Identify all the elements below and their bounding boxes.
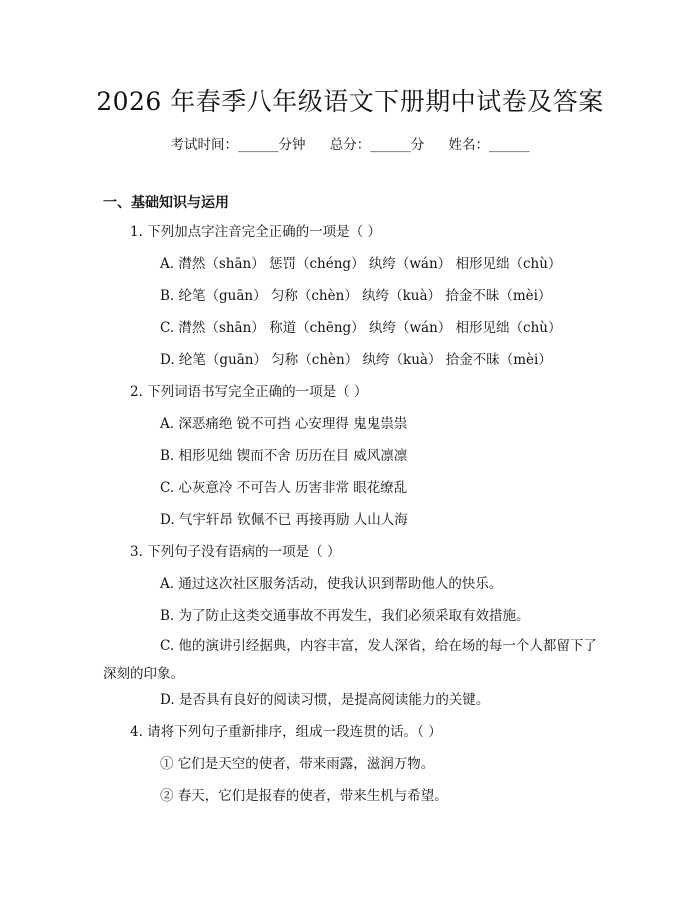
question-4-sentence-1: ① 它们是天空的使者，带来雨露，滋润万物。	[160, 756, 435, 772]
question-2-option-d: D. 气宇轩昂 钦佩不已 再接再励 人山人海	[160, 512, 408, 528]
question-1-stem: 1. 下列加点字注音完全正确的一项是（ ）	[130, 224, 381, 240]
question-3-option-b: B. 为了防止这类交通事故不再发生，我们必须采取有效措施。	[160, 608, 530, 624]
question-1-option-a: A. 潸然（shān） 惩罚（chéng） 纨绔（wán） 相形见绌（chù）	[160, 256, 562, 272]
section-heading	[103, 192, 229, 212]
question-1-option-b: B. 纶笔（guān） 匀称（chèn） 纨绔（kuà） 拾金不昧（mèi）	[160, 288, 552, 304]
question-4-sentence-2: ② 春天，它们是报春的使者，带来生机与希望。	[160, 788, 448, 804]
section-number: 一、	[103, 195, 131, 211]
question-3-stem: 3. 下列句子没有语病的一项是（ ）	[130, 544, 341, 560]
student-name-field: 姓名：______	[448, 137, 530, 153]
question-1-option-d: D. 纶笔（guān） 匀称（chèn） 纨绔（kuà） 拾金不昧（mèi）	[160, 352, 552, 368]
question-2-stem: 2. 下列词语书写完全正确的一项是（ ）	[130, 384, 368, 400]
section-title: 基础知识与运用	[131, 195, 229, 211]
exam-meta	[0, 133, 700, 153]
question-4-stem: 4. 请将下列句子重新排序，组成一段连贯的话。（ ）	[130, 724, 442, 740]
question-1-option-c: C. 潸然（shān） 称道（chēng） 纨绔（wán） 相形见绌（chù）	[160, 320, 562, 336]
exam-title: 2026 年春季八年级语文下册期中试卷及答案	[96, 87, 604, 116]
question-2-option-b: B. 相形见绌 锲而不舍 历历在目 威风凛凛	[160, 448, 408, 464]
question-2-option-c: C. 心灰意冷 不可告人 历害非常 眼花缭乱	[160, 480, 408, 496]
question-3-option-c: C. 他的演讲引经据典，内容丰富，发人深省，给在场的每一个人都留下了深刻的印象。	[103, 638, 597, 682]
question-3-option-a: A. 通过这次社区服务活动，使我认识到帮助他人的快乐。	[160, 576, 503, 592]
question-2-option-a: A. 深恶痛绝 锐不可挡 心安理得 鬼鬼祟祟	[160, 416, 408, 432]
exam-time-field: 考试时间：______分钟	[170, 137, 306, 153]
question-3-option-d: D. 是否具有良好的阅读习惯，是提高阅读能力的关键。	[160, 692, 490, 708]
total-score-field: 总分：______分	[329, 137, 425, 153]
